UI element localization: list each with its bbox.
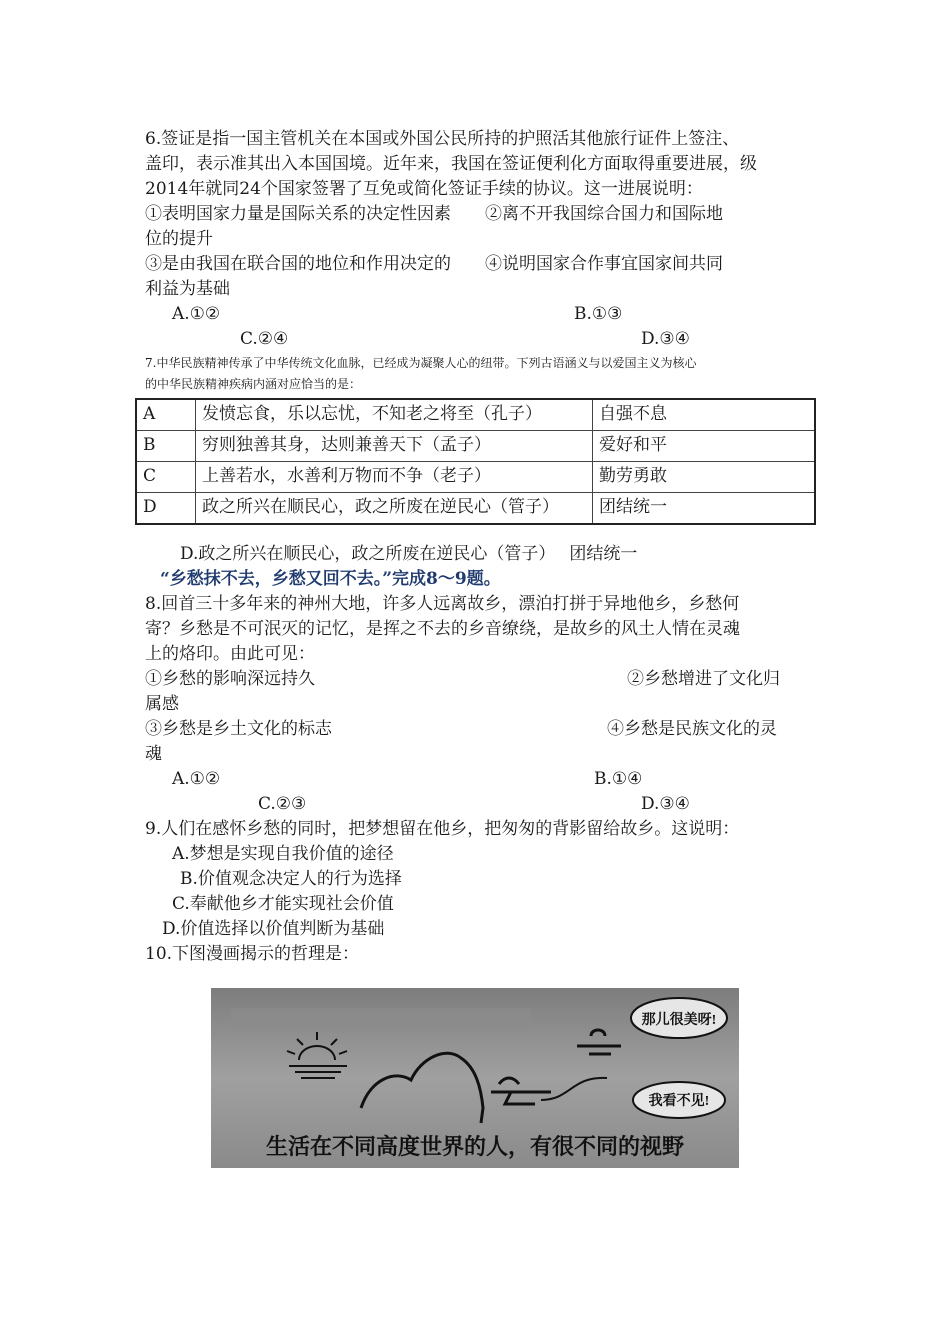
q8-option-c: C.②③	[258, 794, 307, 814]
table-cell: 上善若水，水善利万物而不争（老子）	[196, 462, 593, 493]
table-row	[136, 462, 815, 493]
q6-line-7: 利益为基础	[145, 279, 230, 299]
q8-statement-1: ①乡愁的影响深远持久	[145, 669, 315, 689]
table-row	[136, 431, 815, 462]
q8-option-a: A.①②	[172, 769, 221, 789]
q6-line-6: ③是由我国在联合国的地位和作用决定的 ④说明国家合作事宜国家间共同	[145, 254, 723, 274]
q8-statement-2: ②乡愁增进了文化归	[627, 669, 780, 689]
table-cell: B	[136, 431, 196, 462]
q6-line-4: ①表明国家力量是国际关系的决定性因素 ②离不开我国综合国力和国际地	[145, 204, 723, 224]
q8-statement-4-cont: 魂	[145, 744, 162, 764]
section-heading: “乡愁抹不去，乡愁又回不去。”完成8～9题。	[160, 569, 501, 589]
q6-option-d: D.③④	[641, 329, 690, 349]
q8-statement-4: ④乡愁是民族文化的灵	[607, 719, 777, 739]
table-cell: 发愤忘食，乐以忘忧，不知老之将至（孔子）	[196, 399, 593, 431]
q8-line-2: 寄？乡愁是不可泯灭的记忆，是挥之不去的乡音缭绕，是故乡的风土人情在灵魂	[145, 619, 740, 639]
bubble-bottom-text: 我看不见!	[648, 1094, 710, 1109]
q8-option-b: B.①④	[594, 769, 643, 789]
q9-option-d: D.价值选择以价值判断为基础	[162, 919, 385, 939]
q6-option-a: A.①②	[172, 304, 221, 324]
table-cell: D	[136, 493, 196, 525]
table-cell: 穷则独善其身，达则兼善天下（孟子）	[196, 431, 593, 462]
q8-statement-2-cont: 属感	[145, 694, 179, 714]
q7-line-2: 的中华民族精神疾病内涵对应恰当的是：	[145, 377, 362, 391]
q7-table	[135, 398, 816, 525]
q8-statement-3: ③乡愁是乡土文化的标志	[145, 719, 332, 739]
cartoon-drawing	[211, 988, 739, 1168]
table-cell: C	[136, 462, 196, 493]
cartoon-caption: 生活在不同高度世界的人，有很不同的视野	[265, 1135, 685, 1160]
q9-stem: 9.人们在感怀乡愁的同时，把梦想留在他乡，把匆匆的背影留给故乡。这说明：	[145, 819, 740, 839]
table-cell: 爱好和平	[593, 431, 816, 462]
q8-line-3: 上的烙印。由此可见：	[145, 644, 315, 664]
q10-stem: 10.下图漫画揭示的哲理是：	[145, 944, 360, 964]
table-cell: 政之所兴在顺民心，政之所废在逆民心（管子）	[196, 493, 593, 525]
table-row	[136, 493, 815, 525]
q8-line-1: 8.回首三十多年来的神州大地，许多人远离故乡，漂泊打拼于异地他乡，乡愁何	[145, 594, 740, 614]
q6-line-2: 盖印，表示准其出入本国国境。近年来，我国在签证便利化方面取得重要进展，级	[145, 154, 757, 174]
q9-option-a: A.梦想是实现自我价值的途径	[172, 844, 394, 864]
q9-option-c: C.奉献他乡才能实现社会价值	[172, 894, 394, 914]
q6-option-c: C.②④	[240, 329, 289, 349]
q7-after-line: D.政之所兴在顺民心，政之所废在逆民心（管子） 团结统一	[180, 544, 638, 564]
q6-line-5: 位的提升	[145, 229, 213, 249]
table-cell: A	[136, 399, 196, 431]
q9-option-b: B.价值观念决定人的行为选择	[180, 869, 402, 889]
table-cell: 团结统一	[593, 493, 816, 525]
q7-line-1: 7.中华民族精神传承了中华传统文化血脉，已经成为凝聚人心的纽带。下列古语涵义与以爱国主义为核心	[145, 356, 697, 370]
table-cell: 勤劳勇敢	[593, 462, 816, 493]
q6-line-3: 2014年就同24个国家签署了互免或简化签证手续的协议。这一进展说明：	[145, 179, 703, 199]
q8-option-d: D.③④	[641, 794, 690, 814]
table-row	[136, 399, 815, 431]
table-cell: 自强不息	[593, 399, 816, 431]
bubble-top-text: 那儿很美呀!	[641, 1013, 717, 1028]
q6-option-b: B.①③	[574, 304, 623, 324]
cartoon-image	[211, 988, 739, 1168]
q6-line-1: 6.签证是指一国主管机关在本国或外国公民所持的护照活其他旅行证件上签注、	[145, 129, 740, 149]
